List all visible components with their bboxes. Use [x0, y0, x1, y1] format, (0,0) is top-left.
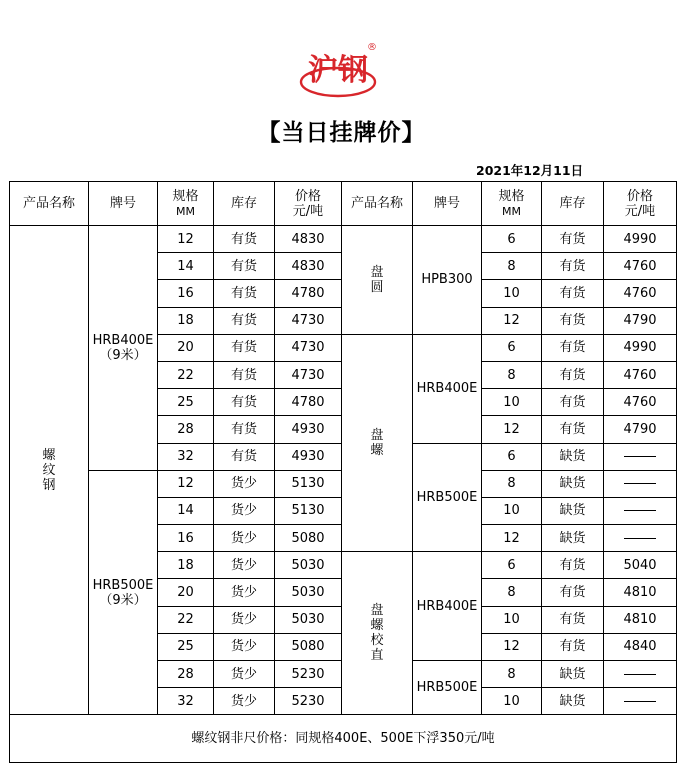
left-spec: 14 — [158, 497, 214, 524]
right-header-spec — [482, 182, 542, 226]
right-stock: 缺货 — [542, 688, 604, 715]
left-price: 4930 — [275, 416, 342, 443]
left-price: 4780 — [275, 389, 342, 416]
right-price — [604, 661, 677, 688]
right-spec: 12 — [482, 416, 542, 443]
price-label: 价格 — [626, 188, 653, 204]
left-spec: 12 — [158, 226, 214, 253]
left-stock: 货少 — [214, 525, 275, 552]
left-price: 5030 — [275, 552, 342, 579]
right-spec: 8 — [482, 470, 542, 497]
price-table — [9, 181, 677, 763]
left-stock: 货少 — [214, 606, 275, 633]
right-spec: 8 — [482, 361, 542, 388]
right-price: 4840 — [604, 633, 677, 660]
logo-text: 沪钢 — [308, 53, 368, 88]
price-unit: 元/吨 — [292, 203, 324, 219]
spec-label: 规格 — [498, 188, 525, 204]
right-spec: 6 — [482, 334, 542, 361]
no-price-dash — [624, 538, 656, 539]
right-spec: 10 — [482, 280, 542, 307]
right-brand: HRB500E — [413, 661, 482, 715]
no-price-dash — [624, 456, 656, 457]
brand-group1 — [89, 226, 158, 471]
left-spec: 16 — [158, 525, 214, 552]
right-price: 4810 — [604, 579, 677, 606]
right-stock: 缺货 — [542, 470, 604, 497]
left-stock: 有货 — [214, 443, 275, 470]
left-spec: 25 — [158, 633, 214, 660]
right-header-brand: 牌号 — [413, 182, 482, 226]
spec-unit: MM — [176, 204, 195, 218]
left-stock: 货少 — [214, 579, 275, 606]
left-header-price — [275, 182, 342, 226]
left-price: 4730 — [275, 361, 342, 388]
right-price: 4760 — [604, 280, 677, 307]
right-header-stock: 库存 — [542, 182, 604, 226]
right-product: 盘 圆 — [342, 226, 413, 335]
left-stock: 货少 — [214, 497, 275, 524]
right-price — [604, 525, 677, 552]
left-price: 5080 — [275, 633, 342, 660]
left-spec: 32 — [158, 688, 214, 715]
left-spec: 20 — [158, 579, 214, 606]
right-spec: 10 — [482, 606, 542, 633]
right-stock: 有货 — [542, 606, 604, 633]
left-header-spec — [158, 182, 214, 226]
spec-label: 规格 — [172, 188, 199, 204]
left-spec: 28 — [158, 416, 214, 443]
right-header-product: 产品名称 — [342, 182, 413, 226]
left-price: 4730 — [275, 334, 342, 361]
right-price — [604, 688, 677, 715]
no-price-dash — [624, 701, 656, 702]
right-price — [604, 497, 677, 524]
right-stock: 缺货 — [542, 525, 604, 552]
right-stock: 有货 — [542, 579, 604, 606]
left-spec: 32 — [158, 443, 214, 470]
right-spec: 6 — [482, 443, 542, 470]
left-price: 5030 — [275, 606, 342, 633]
right-stock: 有货 — [542, 552, 604, 579]
right-spec: 12 — [482, 633, 542, 660]
right-price — [604, 443, 677, 470]
right-stock: 有货 — [542, 361, 604, 388]
right-spec: 10 — [482, 389, 542, 416]
left-stock: 货少 — [214, 688, 275, 715]
left-spec: 22 — [158, 606, 214, 633]
right-price: 4990 — [604, 334, 677, 361]
left-spec: 14 — [158, 253, 214, 280]
brand-length-note: （9米） — [99, 592, 147, 608]
left-price: 5030 — [275, 579, 342, 606]
left-price: 5130 — [275, 470, 342, 497]
right-stock: 缺货 — [542, 443, 604, 470]
left-header-stock: 库存 — [214, 182, 275, 226]
right-price: 4810 — [604, 606, 677, 633]
right-spec: 8 — [482, 253, 542, 280]
right-price: 4760 — [604, 253, 677, 280]
right-stock: 有货 — [542, 389, 604, 416]
right-price — [604, 470, 677, 497]
right-product: 盘 螺 — [342, 334, 413, 552]
right-spec: 6 — [482, 552, 542, 579]
right-brand: HRB400E — [413, 334, 482, 443]
product-rebar: 螺 纹 钢 — [10, 226, 89, 715]
right-stock: 有货 — [542, 416, 604, 443]
right-spec: 12 — [482, 307, 542, 334]
no-price-dash — [624, 483, 656, 484]
left-price: 5230 — [275, 661, 342, 688]
left-stock: 货少 — [214, 552, 275, 579]
right-stock: 缺货 — [542, 497, 604, 524]
right-spec: 10 — [482, 688, 542, 715]
brand-name: HRB400E — [92, 332, 154, 348]
right-spec: 10 — [482, 497, 542, 524]
price-label: 价格 — [294, 188, 321, 204]
left-spec: 25 — [158, 389, 214, 416]
right-stock: 有货 — [542, 633, 604, 660]
right-spec: 12 — [482, 525, 542, 552]
left-spec: 20 — [158, 334, 214, 361]
left-stock: 有货 — [214, 253, 275, 280]
right-price: 4760 — [604, 389, 677, 416]
right-brand: HPB300 — [413, 226, 482, 335]
right-stock: 有货 — [542, 280, 604, 307]
right-spec: 8 — [482, 579, 542, 606]
left-price: 5230 — [275, 688, 342, 715]
left-spec: 16 — [158, 280, 214, 307]
brand-name: HRB500E — [92, 577, 154, 593]
left-price: 4830 — [275, 253, 342, 280]
company-logo — [298, 38, 382, 106]
left-price: 4830 — [275, 226, 342, 253]
right-price: 5040 — [604, 552, 677, 579]
left-stock: 有货 — [214, 226, 275, 253]
right-product: 盘 螺 校 直 — [342, 552, 413, 715]
right-brand: HRB500E — [413, 443, 482, 552]
left-price: 4730 — [275, 307, 342, 334]
right-stock: 有货 — [542, 226, 604, 253]
right-stock: 有货 — [542, 334, 604, 361]
left-spec: 28 — [158, 661, 214, 688]
left-stock: 有货 — [214, 389, 275, 416]
left-stock: 有货 — [214, 280, 275, 307]
footnote: 螺纹钢非尺价格：同规格400E、500E下浮350元/吨 — [10, 715, 677, 763]
header-row — [10, 182, 677, 226]
right-stock: 缺货 — [542, 661, 604, 688]
right-price: 4760 — [604, 361, 677, 388]
right-stock: 有货 — [542, 253, 604, 280]
left-price: 5130 — [275, 497, 342, 524]
right-stock: 有货 — [542, 307, 604, 334]
left-stock: 有货 — [214, 361, 275, 388]
left-spec: 18 — [158, 552, 214, 579]
left-price: 4780 — [275, 280, 342, 307]
left-header-brand: 牌号 — [89, 182, 158, 226]
right-price: 4790 — [604, 416, 677, 443]
right-spec: 8 — [482, 661, 542, 688]
left-price: 5080 — [275, 525, 342, 552]
note-row — [10, 715, 677, 763]
no-price-dash — [624, 510, 656, 511]
page-title: 【当日挂牌价】 — [257, 120, 426, 146]
left-header-product: 产品名称 — [10, 182, 89, 226]
left-stock: 货少 — [214, 633, 275, 660]
left-spec: 18 — [158, 307, 214, 334]
left-spec: 12 — [158, 470, 214, 497]
price-unit: 元/吨 — [624, 203, 656, 219]
spec-unit: MM — [502, 204, 521, 218]
left-stock: 有货 — [214, 307, 275, 334]
brand-length-note: （9米） — [99, 347, 147, 363]
table-row — [10, 226, 677, 253]
right-price: 4790 — [604, 307, 677, 334]
no-price-dash — [624, 674, 656, 675]
left-stock: 货少 — [214, 470, 275, 497]
left-stock: 有货 — [214, 334, 275, 361]
brand-group2 — [89, 470, 158, 715]
right-brand: HRB400E — [413, 552, 482, 661]
left-price: 4930 — [275, 443, 342, 470]
right-header-price — [604, 182, 677, 226]
right-price: 4990 — [604, 226, 677, 253]
left-stock: 货少 — [214, 661, 275, 688]
right-spec: 6 — [482, 226, 542, 253]
left-stock: 有货 — [214, 416, 275, 443]
date-label: 2021年12月11日 — [476, 163, 584, 178]
left-spec: 22 — [158, 361, 214, 388]
registered-mark: ® — [367, 42, 377, 53]
